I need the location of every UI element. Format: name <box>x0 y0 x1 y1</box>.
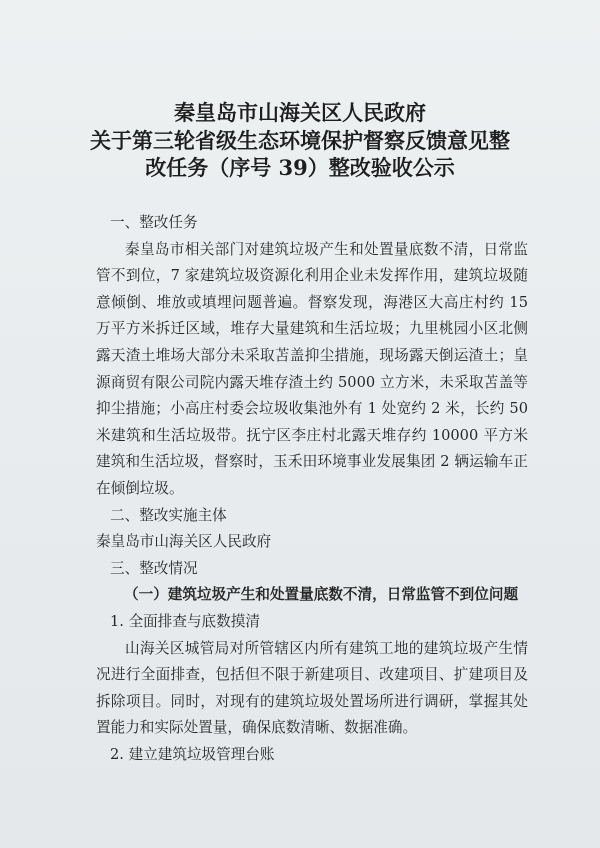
section-3-subheading-1: （一）建筑垃圾产生和处置量底数不清，日常监管不到位问题 <box>124 586 519 604</box>
document-title-line-3: 改任务（序号 39）整改验收公示 <box>145 155 455 180</box>
document-body <box>96 210 528 768</box>
section-3-heading: 三、整改情况 <box>110 559 198 577</box>
item-2-heading: 2. 建立建筑垃圾管理台账 <box>110 745 275 763</box>
document-title-line-1: 秦皇岛市山海关区人民政府 <box>174 100 426 125</box>
section-2-text: 秦皇岛市山海关区人民政府 <box>96 533 272 551</box>
document-title-line-2: 关于第三轮省级生态环境保护督察反馈意见整 <box>90 128 510 153</box>
section-1-text: 秦皇岛市相关部门对建筑垃圾产生和处置量底数不清，日常监管不到位，7 家建筑垃圾资源化利用企业未发挥作用，建筑垃圾随意倾倒、堆放或填埋问题普遍。督察发现，海港区大高庄村约 15 万平方米拆迁区域，堆存大量建筑和生活垃圾；九里桃园小区北侧露天渣土堆场大部分未采取苫盖抑尘措施，现场露天倒运渣土；皇源商贸有限公司院内露天堆存渣土约 5000 立方米，未采取苫盖等抑尘措施；小高庄村委会垃圾收集池外有 1 处宽约 2 米，长约 50 米建筑和生活垃圾带。抚宁区李庄村北露天堆存约 10000 平方米建筑和生活垃圾，督察时，玉禾田环境事业发展集团 2 辆运输车正在倾倒垃圾。 <box>96 240 528 497</box>
section-2-heading: 二、整改实施主体 <box>110 506 227 524</box>
item-1-heading: 1. 全面排查与底数摸清 <box>110 612 260 630</box>
item-1-text: 山海关区城管局对所管辖区内所有建筑工地的建筑垃圾产生情况进行全面排查，包括但不限于新建项目、改建项目、扩建项目及拆除项目。同时，对现有的建筑垃圾处置场所进行调研，掌握其处置能力和实际处置量，确保底数清晰、数据准确。 <box>96 639 528 737</box>
section-1-heading: 一、整改任务 <box>110 214 198 231</box>
